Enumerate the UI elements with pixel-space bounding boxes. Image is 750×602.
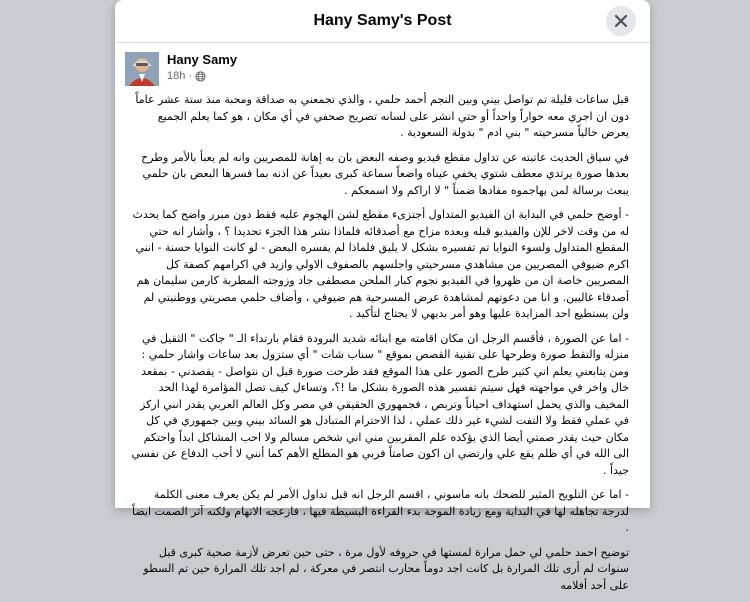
- post-modal: [115, 0, 650, 592]
- post-paragraph: - اما عن التلويح المثير للضحك بانه ماسوني ، اقسم الرجل انه قبل تداول الأمر لم يكن يعرف معنى الكلمة لدرجة تجاهله لها في البداية ومع زيادة الموجة بدء القراءة البسيطة فيها ، فازعجه الاتهام ولكنه آثر الصمت ايضاً .: [132, 488, 629, 534]
- post-paragraph: - اما عن الصورة ، فأقسم الرجل ان مكان اقامته مع ابنائه شديد البرودة فقام بارتداء الـ " جاكت " الثقيل في منزله والتقط صورة وطرحها على تقنية القصص بموقع " سناب شات " أي ستزول بعد ساعات واشار حلمي : ومن يتابعني يعلم اني كثير طرح الصور على هذا الموقع فقد طرحت صورة قبل ان نتواصل - يقصدني - بمقعد خال واخر في مواجهته فهل سيتم تفسير هذه الصورة بشكل ما !؟، وتساءل كيف تصل المؤامرة لهذا الحد المخيف والذي يحمل استهداف احياناً وتربص ، فجمهوري الحقيقي في مصر وكل العالم العربي يقدر انني اركز في عملي فقط ولا التفت لشيء غير ذلك عملي ، لذا الاحترام المتبادل هو السائد بيني وبين جمهوري في كل مكان حيث يقدر صمتي أيضا الذي يؤكده علم المقربين مني اني شخص مسالم ولا احب المشاكل ابداً واحتكم الى الله في أي ظلم يقع علي وارتضي ان اكون صامتاً فربي هو المطلع الأهم كما أنني لا أحب الدفاع عن نفسي جيداً .: [131, 331, 629, 477]
- post-author-row: [125, 52, 237, 88]
- avatar-image-icon: [125, 52, 159, 86]
- close-button[interactable]: [606, 6, 636, 36]
- avatar[interactable]: [125, 52, 159, 86]
- post-paragraph: في سياق الحديث عاتبته عن تداول مقطع فيديو وصفه البعض بان به إهانة للمصريين وانه لم يعبأ بالأمر وطرح بعدها صورة يرتدي معطف شتوي يخفي عيناه واضعاً سماعة كبرى بعيداً عن اذنه بما فسرها البعض بان حلمي يبعث برسالة لمن يهاجموه مفادها ضمناً " لا اراكم ولا اسمعكم .: [141, 150, 629, 197]
- post-paragraph: - أوضح حلمي في البداية ان الفيديو المتداول أجتزىء مقطع لشن الهجوم عليه فقط دون مبرر واضح كما يحدث له من وقت لاخر للإن والفيديو قبله وبعده مزاح مع أصدقائه فلماذا نشر هذا الجزء تحديدا ؟ ، وأشار انه حتي المقطع المتداول ولسوء النوايا تم تفسيره بشكل لا يليق فلماذا لم يفسره البعض - لو كانت النوايا حسنة - انني اكرم ضيوفي المصريين من مشاهدي مسرحيتي واجلسهم بالصفوف الاولي وازيد في اكرامهم كصفة كل المصريين خاصة ان من ظهروا في الفيديو نجوم كبار الملحن مصطفى جاد وزوجته المطربة كارمن سليمان هم أصدقاء غاليين. و انا من دعوتهم لمشاهدة عرض المسرحية هم ضيوفي ، وأضاف حلمي مصريتي ووطنيتي لم ولن يستطيع احد المزايدة عليها وهو أمر بديهي لا يحتاج لتأكيد .: [132, 208, 629, 320]
- post-timestamp[interactable]: 18h: [167, 70, 186, 82]
- post-paragraph: توضيح احمد حلمي لي حمل مرارة لمستها في حروفه لأول مرة ، حتى حين تعرض لأزمة صحية كبرى قبل سنوات لم أرى تلك المرارة بل كانت اجد دوماً محارب انتصر في معركة ، لم اجد تلك المرارة حين تم السطو على أحد أفلامه: [143, 545, 629, 592]
- post-body: [127, 92, 629, 602]
- globe-icon: [195, 71, 206, 82]
- meta-separator: ·: [188, 70, 193, 82]
- modal-title: Hany Samy's Post: [313, 12, 452, 29]
- close-icon: [614, 14, 628, 28]
- author-name[interactable]: Hany Samy: [167, 52, 238, 67]
- post-paragraph: قبل ساعات قليلة تم تواصل بيني وبين النجم أحمد حلمي ، والذي تجمعني به صداقة ومحبة منذ ستة عشر عاماً دون ان اجري معه حواراً واحداً أو حتي انشر على لسانه تصريح صحفي في أي مكان ، هو كما يعلم الجميع يعرض حالياً مسرحيته " بني ادم " بدولة السعودية .: [135, 93, 629, 139]
- modal-header: [115, 0, 650, 43]
